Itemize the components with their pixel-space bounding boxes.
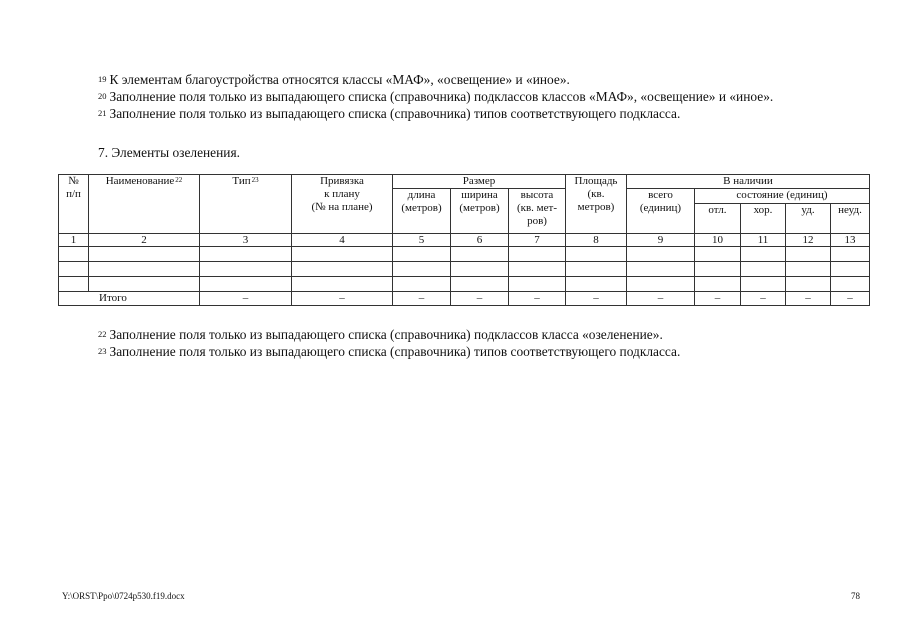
footnote-marker: 22 — [98, 329, 107, 339]
table-row — [59, 262, 870, 277]
total-label: Итого — [59, 292, 200, 306]
column-number: 2 — [89, 234, 200, 247]
total-row — [59, 292, 870, 306]
header-width: ширина (метров) — [451, 189, 509, 234]
total-dash: – — [292, 292, 393, 306]
footnote-22 — [98, 327, 663, 344]
column-number: 10 — [695, 234, 741, 247]
header-unsatisfactory: неуд. — [831, 204, 870, 234]
header-satisfactory: уд. — [786, 204, 831, 234]
total-dash: – — [786, 292, 831, 306]
total-dash: – — [451, 292, 509, 306]
total-dash: – — [200, 292, 292, 306]
header-total-units: всего (единиц) — [627, 189, 695, 234]
header-good: хор. — [741, 204, 786, 234]
column-number: 4 — [292, 234, 393, 247]
total-dash: – — [831, 292, 870, 306]
footnote-marker: 20 — [98, 91, 107, 101]
footnote-text: К элементам благоустройства относятся классы «МАФ», «освещение» и «иное». — [109, 72, 570, 87]
page-number: 78 — [851, 591, 860, 601]
footnote-text: Заполнение поля только из выпадающего списка (справочника) подклассов класса «озеленение». — [109, 327, 663, 342]
total-dash: – — [509, 292, 566, 306]
greenery-table — [58, 174, 870, 306]
column-number: 13 — [831, 234, 870, 247]
column-number: 11 — [741, 234, 786, 247]
header-binding: Привязка к плану (№ на плане) — [292, 175, 393, 234]
footnote-21 — [98, 106, 680, 123]
total-dash: – — [566, 292, 627, 306]
footnote-19 — [98, 72, 570, 89]
column-number: 7 — [509, 234, 566, 247]
column-number-row — [59, 234, 870, 247]
column-number: 8 — [566, 234, 627, 247]
column-number: 3 — [200, 234, 292, 247]
column-number: 12 — [786, 234, 831, 247]
footnote-23 — [98, 344, 680, 361]
section-title: 7. Элементы озеленения. — [98, 145, 240, 160]
footnote-marker: 21 — [98, 108, 107, 118]
footnote-marker: 23 — [98, 346, 107, 356]
total-dash: – — [393, 292, 451, 306]
header-type: Тип$^{23}$ — [200, 175, 292, 234]
header-size: Размер — [393, 175, 566, 189]
table-row — [59, 277, 870, 292]
column-number: 1 — [59, 234, 89, 247]
total-dash: – — [741, 292, 786, 306]
header-area: Площадь (кв. метров) — [566, 175, 627, 234]
header-length: длина (метров) — [393, 189, 451, 234]
header-condition: состояние (единиц) — [695, 189, 870, 204]
footer-file-path: Y:\ORST\Ppo\0724p530.f19.docx — [62, 591, 185, 601]
header-name: Наименование$^{22}$ — [89, 175, 200, 234]
column-number: 5 — [393, 234, 451, 247]
column-number: 9 — [627, 234, 695, 247]
total-dash: – — [695, 292, 741, 306]
table-row — [59, 247, 870, 262]
header-height: высота (кв. мет- ров) — [509, 189, 566, 234]
header-availability: В наличии — [627, 175, 870, 189]
footnote-text: Заполнение поля только из выпадающего списка (справочника) подклассов классов «МАФ», «освещение» и «иное». — [109, 89, 774, 104]
footnote-20 — [98, 89, 773, 106]
footnote-marker: 19 — [98, 74, 107, 84]
footnote-text: Заполнение поля только из выпадающего списка (справочника) типов соответствующего подкласса. — [109, 106, 681, 121]
header-num: № п/п — [59, 175, 89, 234]
header-excellent: отл. — [695, 204, 741, 234]
column-number: 6 — [451, 234, 509, 247]
footnote-text: Заполнение поля только из выпадающего списка (справочника) типов соответствующего подкласса. — [109, 344, 681, 359]
total-dash: – — [627, 292, 695, 306]
